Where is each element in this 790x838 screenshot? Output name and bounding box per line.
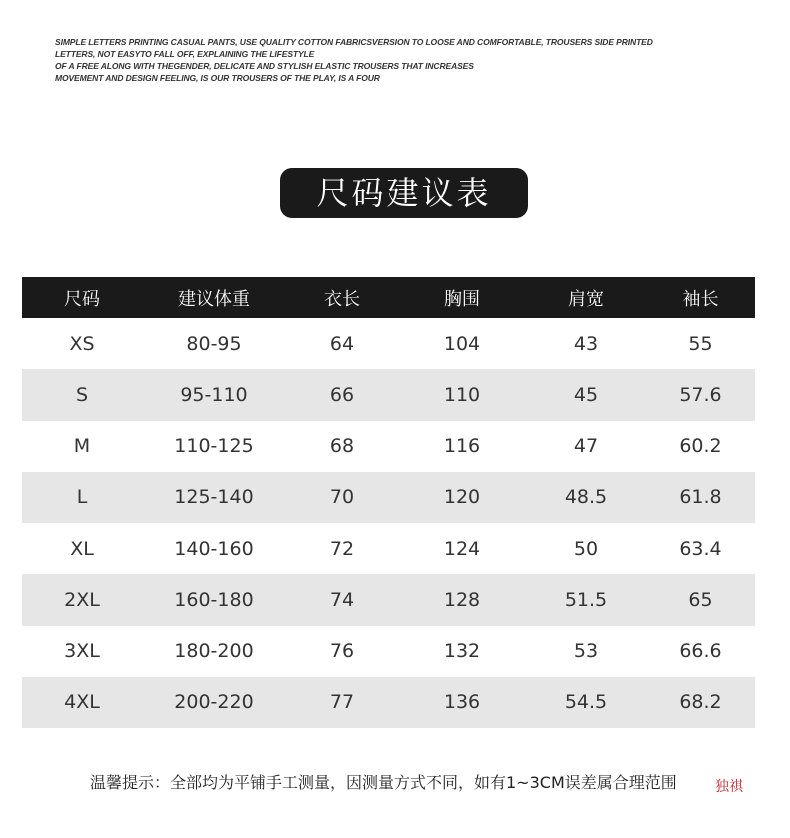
header-chest: 胸围 [398,277,526,318]
cell-size: XS [69,332,95,355]
page-title: 尺码建议表 [280,168,528,218]
cell-chest: 124 [443,537,481,560]
cell-shoulder: 50 [573,537,599,560]
table-row [22,626,755,677]
header-shoulder: 肩宽 [526,277,646,318]
cell-length: 72 [329,537,355,560]
intro-text [55,36,715,84]
brand-label: 独祺 [715,779,743,795]
cell-weight: 180-200 [174,640,254,663]
header-weight: 建议体重 [142,277,286,318]
table-row [22,472,755,523]
cell-shoulder: 54.5 [526,677,646,728]
cell-sleeve: 60.2 [679,435,722,458]
table-row [22,318,755,369]
cell-chest: 120 [398,472,526,523]
cell-shoulder: 48.5 [526,472,646,523]
cell-chest: 128 [398,574,526,625]
intro-line: SIMPLE LETTERS PRINTING CASUAL PANTS, USE QUALITY COTTON FABRICSVERSION TO LOOSE AND COMFORTABLE, TROUSERS SIDE PRINTED [55,37,653,47]
cell-weight: 200-220 [142,677,286,728]
measurement-note: 温馨提示：全部均为平铺手工测量，因测量方式不同，如有1~3CM误差属合理范围 [90,773,677,792]
cell-chest: 136 [398,677,526,728]
cell-weight: 160-180 [142,574,286,625]
cell-length: 76 [329,640,355,663]
cell-sleeve: 63.4 [679,537,722,560]
cell-weight: 140-160 [174,537,254,560]
cell-shoulder: 51.5 [526,574,646,625]
cell-chest: 110 [398,369,526,420]
table-row [22,677,755,728]
cell-shoulder: 45 [526,369,646,420]
cell-size: 3XL [64,640,100,663]
cell-weight: 95-110 [142,369,286,420]
cell-size: M [73,435,91,458]
cell-shoulder: 53 [573,640,599,663]
cell-size: 2XL [22,574,142,625]
table-row [22,574,755,625]
cell-size: S [22,369,142,420]
intro-line: OF A FREE ALONG WITH THEGENDER, DELICATE AND STYLISH ELASTIC TROUSERS THAT INCREASES [55,61,474,71]
cell-chest: 132 [443,640,481,663]
intro-line: MOVEMENT AND DESIGN FEELING, IS OUR TROUSERS OF THE PLAY, IS A FOUR [55,73,380,83]
header-length: 衣长 [286,277,398,318]
cell-sleeve: 57.6 [646,369,755,420]
cell-weight: 125-140 [142,472,286,523]
cell-length: 64 [329,332,355,355]
cell-length: 70 [286,472,398,523]
cell-chest: 104 [443,332,481,355]
header-sleeve: 袖长 [646,277,755,318]
cell-shoulder: 43 [573,332,599,355]
size-chart-table [22,277,755,728]
cell-sleeve: 65 [646,574,755,625]
cell-weight: 80-95 [186,332,242,355]
cell-sleeve: 61.8 [646,472,755,523]
cell-sleeve: 66.6 [679,640,722,663]
cell-sleeve: 68.2 [646,677,755,728]
cell-shoulder: 47 [573,435,599,458]
cell-length: 66 [286,369,398,420]
table-row [22,421,755,472]
cell-size: XL [70,537,94,560]
cell-length: 68 [329,435,355,458]
cell-weight: 110-125 [174,435,254,458]
table-header-row [22,277,755,318]
cell-chest: 116 [443,435,481,458]
intro-line: LETTERS, NOT EASYTO FALL OFF, EXPLAINING THE LIFESTYLE [55,49,315,59]
cell-sleeve: 55 [688,332,713,355]
table-row [22,523,755,574]
cell-size: L [22,472,142,523]
cell-length: 77 [286,677,398,728]
cell-length: 74 [286,574,398,625]
cell-size: 4XL [22,677,142,728]
header-size: 尺码 [22,277,142,318]
table-row [22,369,755,420]
